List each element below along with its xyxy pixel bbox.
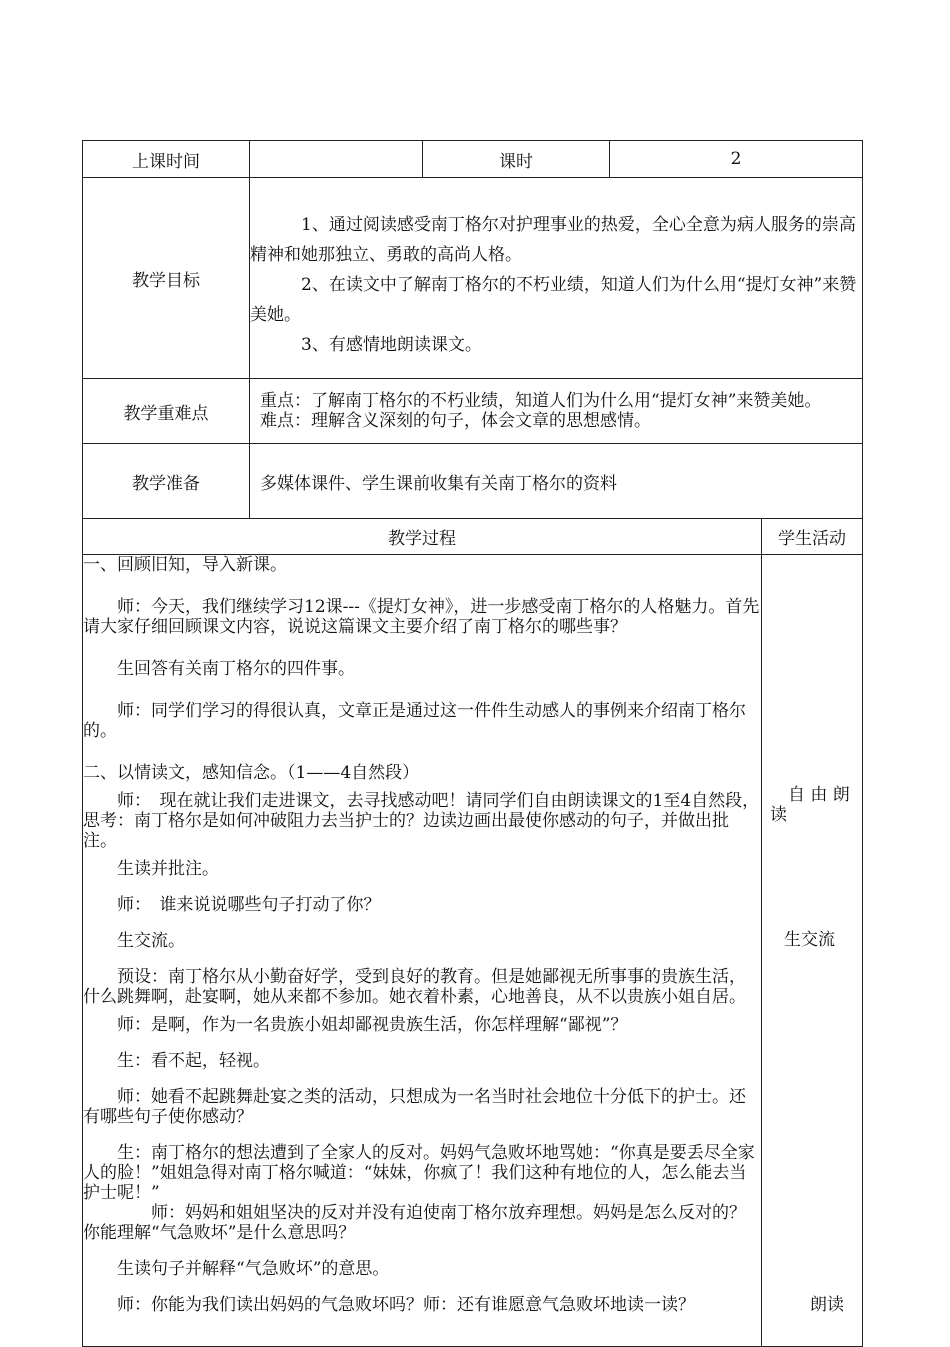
preparation-label: 教学准备 bbox=[83, 444, 250, 519]
goals-label: 教学目标 bbox=[83, 178, 250, 379]
difficulty-line bbox=[260, 411, 854, 431]
process-paragraph: 生：看不起，轻视。 bbox=[117, 1051, 270, 1071]
header-row bbox=[83, 141, 863, 178]
process-paragraph: 生读句子并解释“气急败坏”的意思。 bbox=[117, 1259, 390, 1279]
goal-item-2: 2、在读文中了解南丁格尔的不朽业绩，知道人们为什么用“提灯女神”来赞美她。 bbox=[250, 275, 857, 325]
process-header-row bbox=[83, 519, 863, 555]
process-row bbox=[83, 555, 863, 1347]
process-paragraph: 师：你能为我们读出妈妈的气急败坏吗？师：还有谁愿意气急败坏地读一读？ bbox=[117, 1295, 695, 1315]
period-label: 课时 bbox=[423, 141, 610, 178]
key-points-content bbox=[250, 379, 863, 444]
process-paragraph: 师：妈妈和姐姐坚决的反对并没有迫使南丁格尔放弃理想。妈妈是怎么反对的？你能理解“气急败坏”是什么意思吗？ bbox=[83, 1203, 746, 1243]
focus-line bbox=[260, 391, 854, 411]
process-paragraph: 师：是啊，作为一名贵族小姐却鄙视贵族生活，你怎样理解“鄙视”？ bbox=[117, 1015, 628, 1035]
process-paragraph: 生读并批注。 bbox=[117, 859, 219, 879]
section-1-heading: 一、回顾旧知，导入新课。 bbox=[83, 555, 287, 575]
process-paragraph: 师： 现在就让我们走进课文，去寻找感动吧！请同学们自由朗读课文的1至4自然段，思考：南丁格尔是如何冲破阻力去当护士的？边读边画出最使你感动的句子，并做出批注。 bbox=[83, 791, 760, 851]
activity-header: 学生活动 bbox=[762, 519, 863, 555]
focus-text: 了解南丁格尔的不朽业绩，知道人们为什么用“提灯女神”来赞美她。 bbox=[311, 391, 822, 411]
process-paragraph: 生回答有关南丁格尔的四件事。 bbox=[117, 659, 355, 679]
preparation-row bbox=[83, 444, 863, 519]
key-points-label: 教学重难点 bbox=[83, 379, 250, 444]
period-value: 2 bbox=[610, 141, 863, 178]
process-content bbox=[83, 555, 762, 1347]
preparation-text: 多媒体课件、学生课前收集有关南丁格尔的资料 bbox=[250, 444, 863, 519]
process-header: 教学过程 bbox=[83, 519, 762, 555]
goals-row bbox=[83, 178, 863, 379]
process-paragraph: 师：今天，我们继续学习12课---《提灯女神》，进一步感受南丁格尔的人格魅力。首先请大家仔细回顾课文内容，说说这篇课文主要介绍了南丁格尔的哪些事？ bbox=[83, 597, 760, 637]
lesson-plan-table bbox=[82, 140, 863, 1347]
process-paragraph: 师： 谁来说说哪些句子打动了你？ bbox=[117, 895, 381, 915]
activity-free-reading: 自 由 朗 读 bbox=[770, 785, 850, 825]
section-2-heading: 二、以情读文，感知信念。（1——4自然段） bbox=[83, 763, 420, 783]
process-paragraph: 师：同学们学习的得很认真，文章正是通过这一件件生动感人的事例来介绍南丁格尔的。 bbox=[83, 701, 746, 741]
student-activity-column bbox=[762, 555, 863, 1347]
activity-exchange: 生交流 bbox=[784, 930, 835, 950]
class-time-label: 上课时间 bbox=[83, 141, 250, 178]
process-paragraph: 师：她看不起跳舞赴宴之类的活动，只想成为一名当时社会地位十分低下的护士。还有哪些句子使你感动？ bbox=[83, 1087, 746, 1127]
process-paragraph: 生交流。 bbox=[117, 931, 185, 951]
activity-reading-aloud: 朗读 bbox=[810, 1295, 844, 1315]
goals-content bbox=[250, 178, 863, 379]
focus-tag: 重点： bbox=[260, 391, 311, 411]
difficulty-tag: 难点： bbox=[260, 411, 311, 431]
class-time-value bbox=[250, 141, 423, 178]
process-paragraph: 预设：南丁格尔从小勤奋好学，受到良好的教育。但是她鄙视无所事事的贵族生活，什么跳舞啊，赴宴啊，她从来都不参加。她衣着朴素，心地善良，从不以贵族小姐自居。 bbox=[83, 967, 746, 1007]
process-paragraph: 生：南丁格尔的想法遭到了全家人的反对。妈妈气急败坏地骂她：“你真是要丢尽全家人的脸！”姐姐急得对南丁格尔喊道：“妹妹，你疯了！我们这种有地位的人，怎么能去当护士呢！” bbox=[83, 1143, 755, 1203]
key-points-row bbox=[83, 379, 863, 444]
goal-item-1: 1、通过阅读感受南丁格尔对护理事业的热爱，全心全意为病人服务的崇高精神和她那独立、勇敢的高尚人格。 bbox=[250, 215, 856, 265]
difficulty-text: 理解含义深刻的句子，体会文章的思想感情。 bbox=[311, 411, 651, 431]
goal-item-3: 3、有感情地朗读课文。 bbox=[301, 335, 482, 355]
